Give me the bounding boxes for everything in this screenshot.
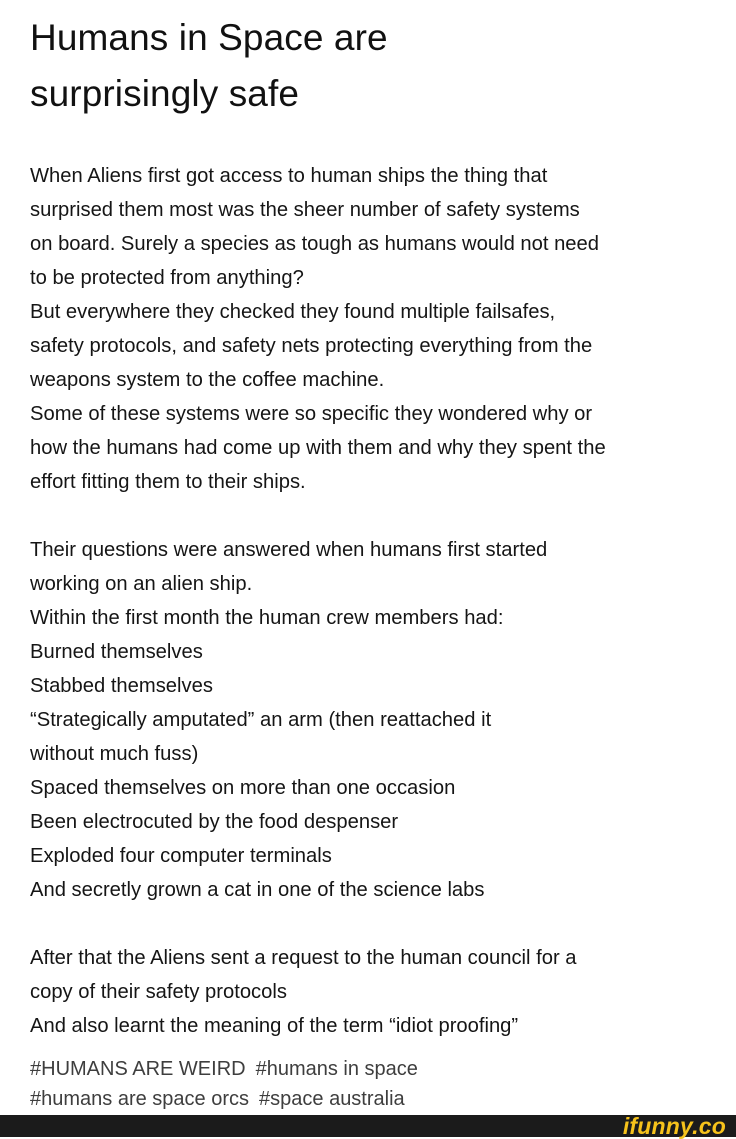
body-line: And secretly grown a cat in one of the science labs [30, 879, 485, 901]
tag-row [30, 1054, 710, 1084]
tag-link[interactable]: #humans in space [255, 1058, 418, 1080]
post-tags [30, 1054, 710, 1114]
tag-link[interactable]: #humans are space orcs [30, 1088, 250, 1110]
body-line: surprised them most was the sheer number of safety systems [30, 199, 580, 221]
body-line: When Aliens first got access to human ships the thing that [30, 165, 548, 187]
body-line: Stabbed themselves [30, 675, 213, 697]
body-line: copy of their safety protocols [30, 981, 287, 1003]
tag-row [30, 1084, 710, 1114]
body-line: without much fuss) [30, 743, 199, 765]
post-body [30, 159, 710, 1043]
body-line: Their questions were answered when humans first started [30, 539, 548, 561]
post [30, 10, 710, 1114]
paragraph-gap [30, 499, 710, 533]
tag-link[interactable]: #space australia [259, 1088, 405, 1110]
body-line: And also learnt the meaning of the term “idiot proofing” [30, 1015, 519, 1037]
body-line: on board. Surely a species as tough as humans would not need [30, 233, 599, 255]
body-line: Burned themselves [30, 641, 203, 663]
post-title-line: surprisingly safe [30, 73, 300, 114]
body-line: safety protocols, and safety nets protecting everything from the [30, 335, 593, 357]
body-line: effort fitting them to their ships. [30, 471, 306, 493]
body-line: how the humans had come up with them and why they spent the [30, 437, 606, 459]
body-line: After that the Aliens sent a request to the human council for a [30, 947, 577, 969]
body-line: But everywhere they checked they found multiple failsafes, [30, 301, 556, 323]
paragraph-gap [30, 907, 710, 941]
tag-link[interactable]: #HUMANS ARE WEIRD [30, 1058, 246, 1080]
body-line: weapons system to the coffee machine. [30, 369, 385, 391]
body-line: working on an alien ship. [30, 573, 253, 595]
body-line: to be protected from anything? [30, 267, 304, 289]
body-line: Been electrocuted by the food despenser [30, 811, 399, 833]
body-line: “Strategically amputated” an arm (then reattached it [30, 709, 492, 731]
body-line: Spaced themselves on more than one occasion [30, 777, 456, 799]
post-title [30, 10, 710, 122]
body-line: Some of these systems were so specific they wondered why or [30, 403, 593, 425]
body-line: Within the first month the human crew members had: [30, 607, 504, 629]
body-line: Exploded four computer terminals [30, 845, 332, 867]
ifunny-watermark-logo: ifunny.co [622, 1113, 726, 1139]
post-title-line: Humans in Space are [30, 17, 388, 58]
